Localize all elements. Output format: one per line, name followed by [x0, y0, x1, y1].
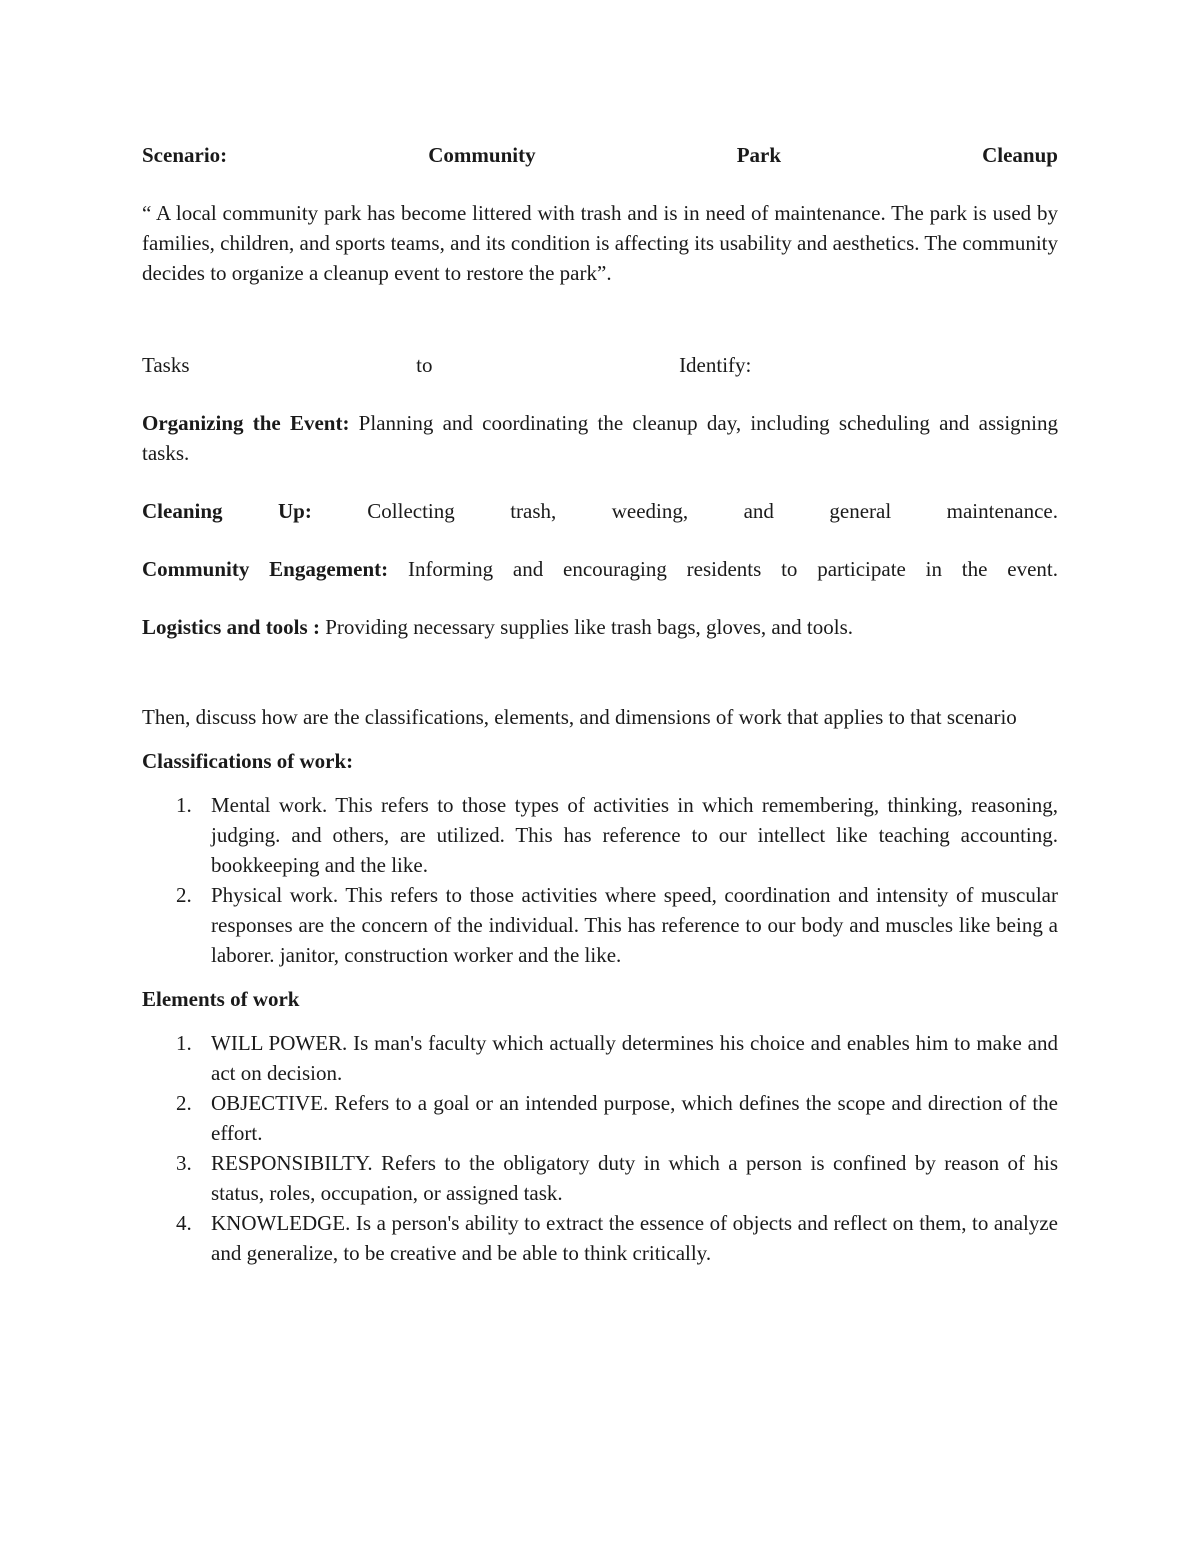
tasks-heading-word: [938, 350, 1058, 380]
list-item: [142, 1148, 1058, 1208]
title-word: Scenario:: [142, 143, 228, 167]
scenario-quote: “ A local community park has become littered with trash and is in need of maintenance. The park is used by families, children, and sports teams, and its condition is affecting its usability and aesthetics. The community decides to organize a cleanup event to restore the park”.: [142, 201, 1058, 285]
task-item-cleaning: [142, 496, 1058, 526]
list-item: [142, 1028, 1058, 1088]
list-number: 3.: [176, 1151, 192, 1175]
task-text: Providing necessary supplies like trash bags, gloves, and tools.: [319, 615, 854, 639]
task-item-organizing: [142, 408, 1058, 468]
task-label: Cleaning Up:: [142, 499, 312, 523]
task-label: Logistics and tools :: [142, 615, 320, 639]
list-number: 2.: [176, 883, 192, 907]
title-word: Park: [736, 143, 782, 167]
task-text: Planning and coordinating the cleanup day, including scheduling and assigning tasks.: [142, 411, 1058, 465]
list-number: 2.: [176, 1091, 192, 1115]
elements-list: [142, 1028, 1058, 1268]
list-number: 1.: [176, 793, 192, 817]
tasks-heading-word: Identify:: [679, 353, 752, 377]
task-label: Organizing the Event:: [142, 411, 350, 435]
task-label: Community Engagement:: [142, 557, 389, 581]
list-item-text: WILL POWER. Is man's faculty which actually determines his choice and enables him to make and act on decision.: [211, 1031, 1058, 1085]
title-word: Cleanup: [982, 143, 1058, 167]
list-item: [142, 1088, 1058, 1148]
title-word: Community: [428, 143, 536, 167]
list-number: 4.: [176, 1211, 192, 1235]
list-item: [142, 790, 1058, 880]
list-item-text: RESPONSIBILTY. Refers to the obligatory duty in which a person is confined by reason of his status, roles, occupation, or assigned task.: [211, 1151, 1058, 1205]
list-item: [142, 1208, 1058, 1268]
classifications-heading: Classifications of work:: [142, 749, 354, 773]
document-title: [142, 140, 1058, 170]
task-item-logistics: [142, 612, 1058, 642]
list-item-text: Mental work. This refers to those types of activities in which remembering, thinking, reasoning, judging. and others, are utilized. This has reference to our intellect like teaching accounting. bookkeeping and the like.: [211, 793, 1058, 877]
list-item-text: OBJECTIVE. Refers to a goal or an intended purpose, which defines the scope and direction of the effort.: [211, 1091, 1058, 1145]
task-text: Informing and encouraging residents to participate in the event.: [388, 557, 1058, 581]
document-page: [142, 140, 1058, 1268]
task-item-engagement: [142, 554, 1058, 584]
list-item: [142, 880, 1058, 970]
task-text: Collecting trash, weeding, and general maintenance.: [311, 499, 1058, 523]
list-number: 1.: [176, 1031, 192, 1055]
tasks-heading-word: to: [416, 353, 433, 377]
elements-heading: Elements of work: [142, 987, 300, 1011]
tasks-heading-word: Tasks: [142, 353, 190, 377]
classifications-list: [142, 790, 1058, 970]
discussion-prompt: Then, discuss how are the classifications, elements, and dimensions of work that applies to that scenario: [142, 705, 1017, 729]
list-item-text: Physical work. This refers to those activities where speed, coordination and intensity of muscular responses are the concern of the individual. This has reference to our body and muscles like being a laborer. janitor, construction worker and the like.: [211, 883, 1058, 967]
tasks-heading: [142, 350, 1058, 380]
list-item-text: KNOWLEDGE. Is a person's ability to extract the essence of objects and reflect on them, to analyze and generalize, to be creative and be able to think critically.: [211, 1211, 1058, 1265]
